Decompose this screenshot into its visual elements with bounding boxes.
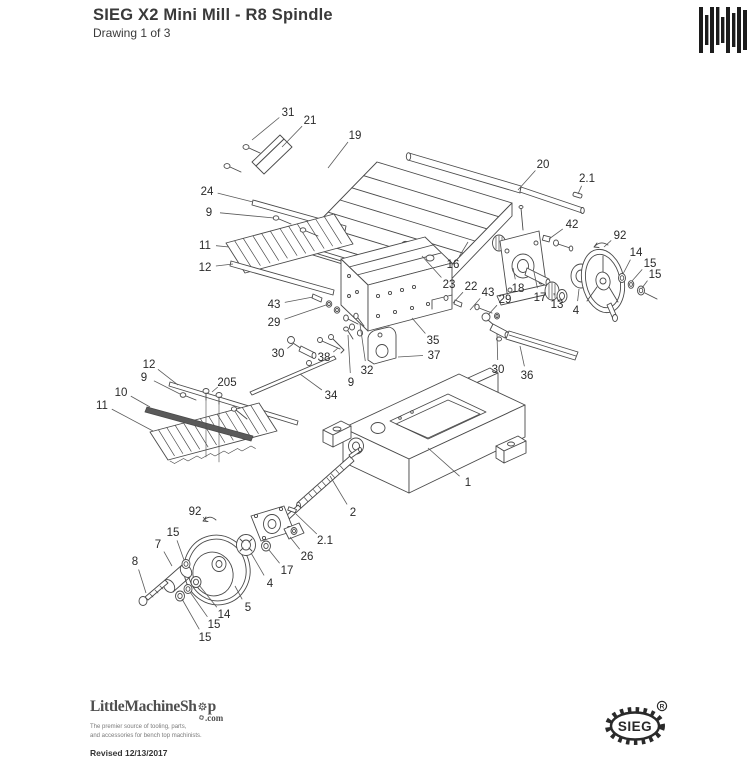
- part-callout-13: 13: [551, 299, 564, 311]
- part-way-cover-upper: [226, 200, 353, 295]
- part-callout-29: 29: [499, 294, 512, 306]
- part-callout-11: 11: [199, 240, 211, 252]
- part-callout-92: 92: [189, 506, 202, 518]
- part-callout-38: 38: [318, 352, 331, 364]
- part-callout-4: 4: [573, 305, 580, 317]
- callout-leader-line: [642, 281, 648, 288]
- lock-lever-right-gib-bar: [482, 313, 578, 360]
- revision-date: Revised 12/13/2017: [90, 748, 340, 758]
- part-callout-4: 4: [267, 578, 274, 590]
- tagline-line2: and accessories for bench top machinists.: [90, 732, 340, 741]
- callout-leader-line: [348, 335, 350, 373]
- tagline-line1: The premier source of tooling, parts,: [90, 723, 340, 732]
- callout-leader-line: [578, 186, 582, 194]
- part-callout-7: 7: [155, 539, 161, 551]
- callout-leader-line: [398, 356, 423, 358]
- sieg-gear-logo: [602, 696, 674, 750]
- part-callout-2: 2: [350, 507, 356, 519]
- part-callout-20: 20: [537, 159, 550, 171]
- part-callout-21: 21: [304, 115, 317, 127]
- part-callout-15: 15: [199, 632, 212, 644]
- part-callout-16: 16: [447, 259, 460, 271]
- part-callout-37: 37: [428, 350, 441, 362]
- callout-leader-line: [360, 324, 365, 361]
- part-callout-23: 23: [443, 279, 456, 291]
- part-callout-9: 9: [348, 377, 354, 389]
- part-callout-30: 30: [272, 348, 285, 360]
- part-callout-15: 15: [649, 269, 662, 281]
- callout-leader-line: [330, 476, 347, 504]
- callout-leader-line: [290, 537, 300, 549]
- small-gear-icon: [198, 713, 205, 723]
- sieg-logo-text: SIEG: [618, 719, 652, 734]
- brand-suffix: p: [208, 698, 216, 715]
- part-callout-9: 9: [141, 372, 147, 384]
- part-callout-10: 10: [115, 387, 128, 399]
- part-callout-2.1: 2.1: [579, 173, 595, 185]
- part-callout-35: 35: [427, 335, 440, 347]
- callout-leader-line: [220, 213, 274, 218]
- callout-leader-line: [177, 540, 184, 560]
- part-callout-15: 15: [644, 258, 657, 270]
- part-callout-42: 42: [566, 219, 579, 231]
- callout-leader-line: [623, 260, 630, 274]
- part-callout-15: 15: [167, 527, 180, 539]
- callout-leader-line: [285, 297, 313, 302]
- callout-leader-line: [412, 318, 425, 334]
- callout-leader-line: [287, 344, 293, 348]
- callout-leader-line: [328, 142, 348, 168]
- callout-leader-line: [518, 171, 535, 191]
- part-callout-18: 18: [512, 283, 525, 295]
- part-callout-19: 19: [349, 130, 362, 142]
- callout-leader-line: [269, 550, 280, 563]
- callout-leader-line: [282, 126, 302, 147]
- part-callout-30: 30: [492, 364, 505, 376]
- part-callout-17: 17: [281, 565, 294, 577]
- brand-com: .com: [198, 714, 340, 722]
- part-callout-2.1: 2.1: [317, 535, 333, 547]
- part-nut-block: [368, 327, 396, 364]
- page-title: SIEG X2 Mini Mill - R8 Spindle: [93, 6, 333, 25]
- part-callout-43: 43: [268, 299, 281, 311]
- part-callout-29: 29: [268, 317, 281, 329]
- callout-leader-line: [520, 346, 524, 366]
- part-handwheel-x: [139, 517, 257, 612]
- registered-letter: R: [660, 703, 665, 710]
- part-callout-92: 92: [614, 230, 627, 242]
- callout-leader-line: [300, 374, 322, 390]
- brand-prefix: LittleMachineSh: [90, 698, 197, 715]
- callout-leader-line: [139, 570, 146, 594]
- callout-leader-line: [216, 246, 229, 247]
- callout-leader-line: [131, 396, 150, 407]
- part-callout-14: 14: [218, 609, 231, 621]
- part-callout-14: 14: [630, 247, 643, 259]
- part-callout-1: 1: [465, 477, 471, 489]
- part-callout-205: 205: [217, 377, 236, 389]
- callout-leader-line: [285, 305, 327, 319]
- part-callout-24: 24: [201, 186, 214, 198]
- part-callout-43: 43: [482, 287, 495, 299]
- part-callout-12: 12: [143, 359, 156, 371]
- callout-leader-line: [333, 348, 338, 352]
- part-callout-9: 9: [206, 207, 212, 219]
- part-callout-12: 12: [199, 262, 212, 274]
- callout-leader-line: [578, 289, 579, 301]
- callout-leader-line: [158, 369, 178, 385]
- callout-leader-line: [251, 553, 264, 575]
- part-callout-11: 11: [96, 400, 108, 412]
- part-way-cover-lower: [145, 382, 298, 464]
- part-callout-36: 36: [521, 370, 534, 382]
- part-callout-5: 5: [245, 602, 251, 614]
- part-callout-31: 31: [282, 107, 295, 119]
- part-end-plate: [224, 135, 292, 174]
- callout-leader-line: [182, 599, 199, 629]
- brand-tagline: [90, 723, 340, 741]
- callout-leader-line: [549, 229, 563, 239]
- part-callout-17: 17: [534, 292, 547, 304]
- part-callout-32: 32: [361, 365, 374, 377]
- littlemachineshop-logo-block: [90, 700, 340, 758]
- part-callout-34: 34: [325, 390, 338, 402]
- page-subtitle: Drawing 1 of 3: [93, 26, 170, 40]
- part-callout-15: 15: [208, 619, 221, 631]
- callout-leader-line: [218, 193, 253, 202]
- part-callout-8: 8: [132, 556, 138, 568]
- callout-leader-line: [164, 552, 172, 566]
- part-callout-22: 22: [465, 281, 478, 293]
- callout-leader-line: [252, 118, 279, 141]
- callout-leader-line: [632, 269, 642, 281]
- part-callout-26: 26: [301, 551, 314, 563]
